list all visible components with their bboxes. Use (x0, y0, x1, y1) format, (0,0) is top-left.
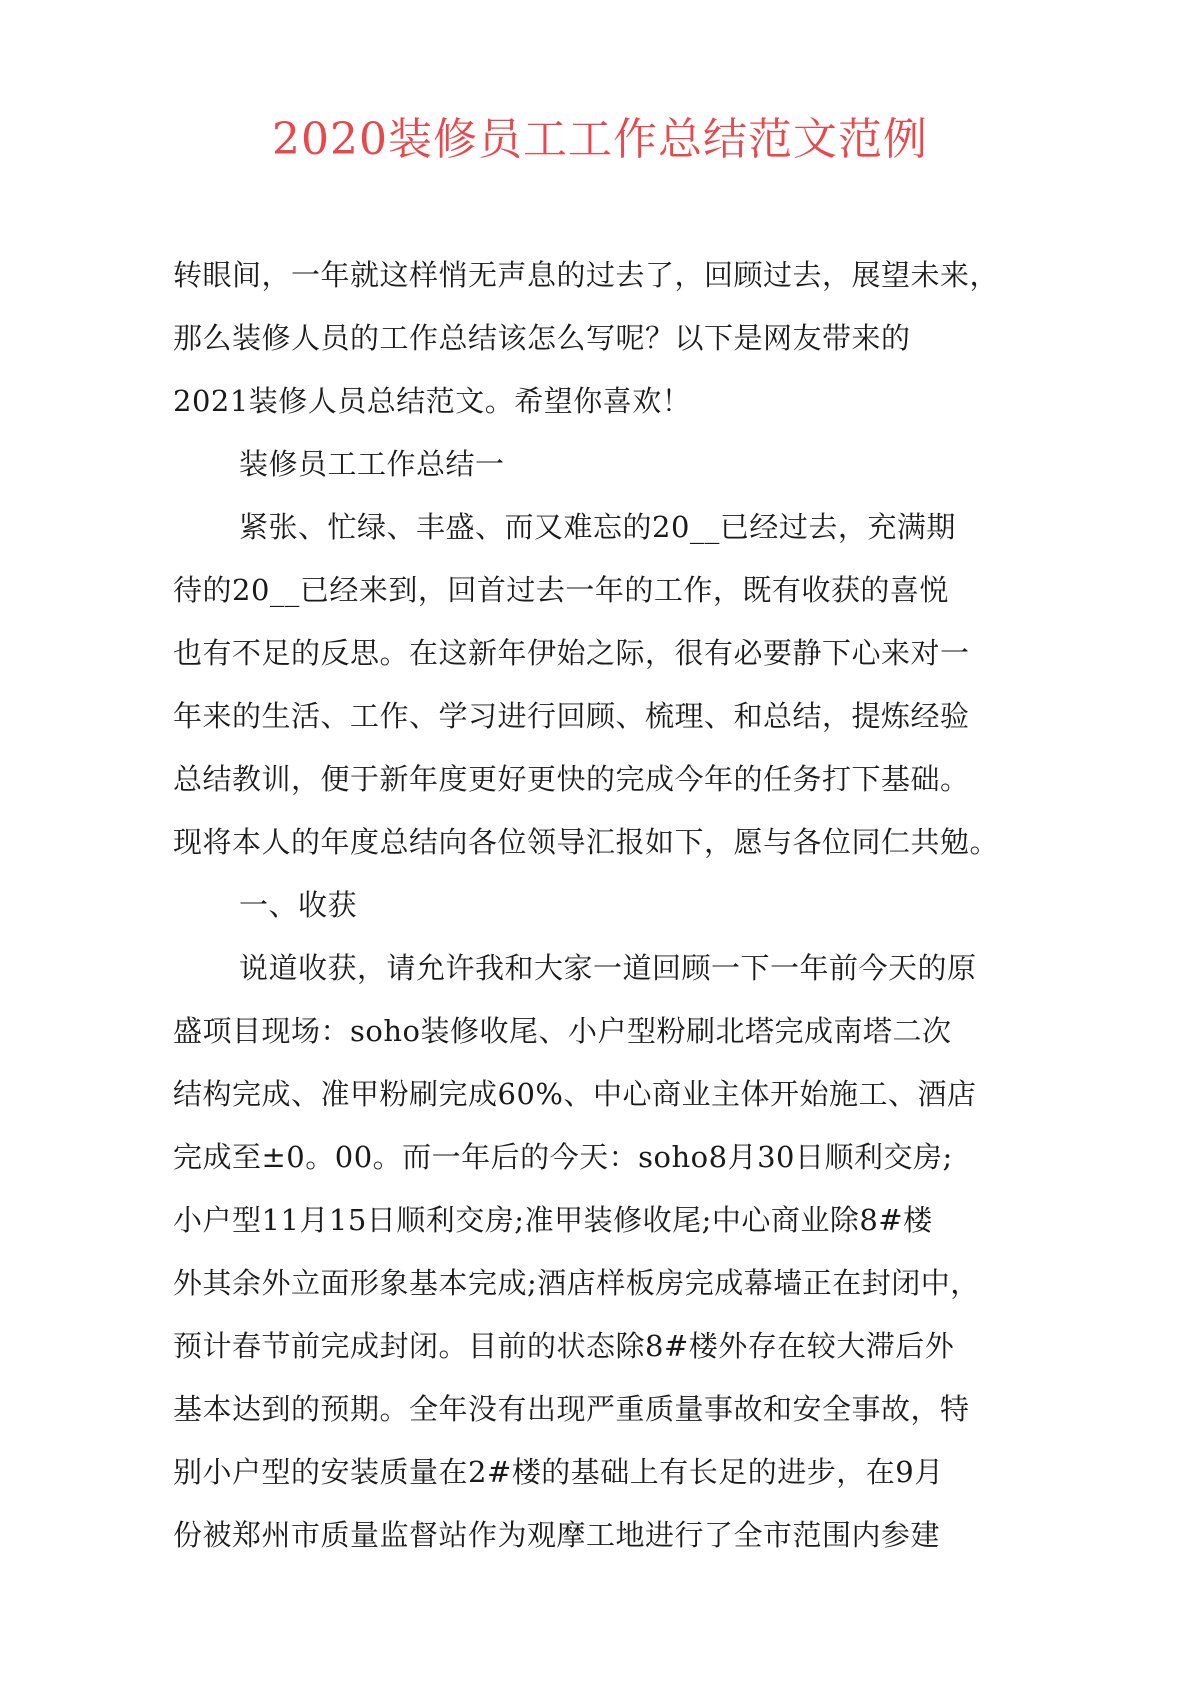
body-line: 年来的生活、工作、学习进行回顾、梳理、和总结，提炼经验 (173, 699, 970, 733)
body-line: 说道收获，请允许我和大家一道回顾一下一年前今天的原 (239, 951, 977, 985)
body-line: 转眼间，一年就这样悄无声息的过去了，回顾过去，展望未来， (173, 258, 1000, 292)
body-line: 盛项目现场：soho装修收尾、小户型粉刷北塔完成南塔二次 (173, 1014, 952, 1048)
document-body (173, 244, 1053, 1567)
body-line: 待的20__已经来到，回首过去一年的工作，既有收获的喜悦 (173, 573, 949, 607)
document-title: 2020装修员工工作总结范文范例 (272, 114, 928, 165)
body-line: 也有不足的反思。在这新年伊始之际，很有必要静下心来对一 (173, 636, 970, 670)
body-line: 基本达到的预期。全年没有出现严重质量事故和安全事故，特 (173, 1392, 970, 1426)
body-line: 2021装修人员总结范文。希望你喜欢！ (173, 384, 692, 418)
body-line: 外其余外立面形象基本完成;酒店样板房完成幕墙正在封闭中， (173, 1266, 980, 1300)
body-line: 紧张、忙绿、丰盛、而又难忘的20__已经过去，充满期 (239, 510, 956, 544)
body-line: 完成至±0。00。而一年后的今天：soho8月30日顺利交房; (173, 1140, 953, 1174)
body-line: 总结教训，便于新年度更好更快的完成今年的任务打下基础。 (173, 762, 970, 796)
body-line: 现将本人的年度总结向各位领导汇报如下，愿与各位同仁共勉。 (173, 825, 1000, 859)
body-line: 预计春节前完成封闭。目前的状态除8#楼外存在较大滞后外 (173, 1329, 955, 1363)
section-heading: 装修员工工作总结一 (239, 447, 505, 481)
body-line: 别小户型的安装质量在2#楼的基础上有长足的进步，在9月 (173, 1455, 944, 1489)
body-line: 小户型11月15日顺利交房;准甲装修收尾;中心商业除8#楼 (173, 1203, 933, 1237)
body-line: 结构完成、准甲粉刷完成60%、中心商业主体开始施工、酒店 (173, 1077, 977, 1111)
body-line: 那么装修人员的工作总结该怎么写呢？以下是网友带来的 (173, 321, 911, 355)
body-line: 份被郑州市质量监督站作为观摩工地进行了全市范围内参建 (173, 1518, 941, 1552)
section-heading: 一、收获 (239, 888, 358, 922)
